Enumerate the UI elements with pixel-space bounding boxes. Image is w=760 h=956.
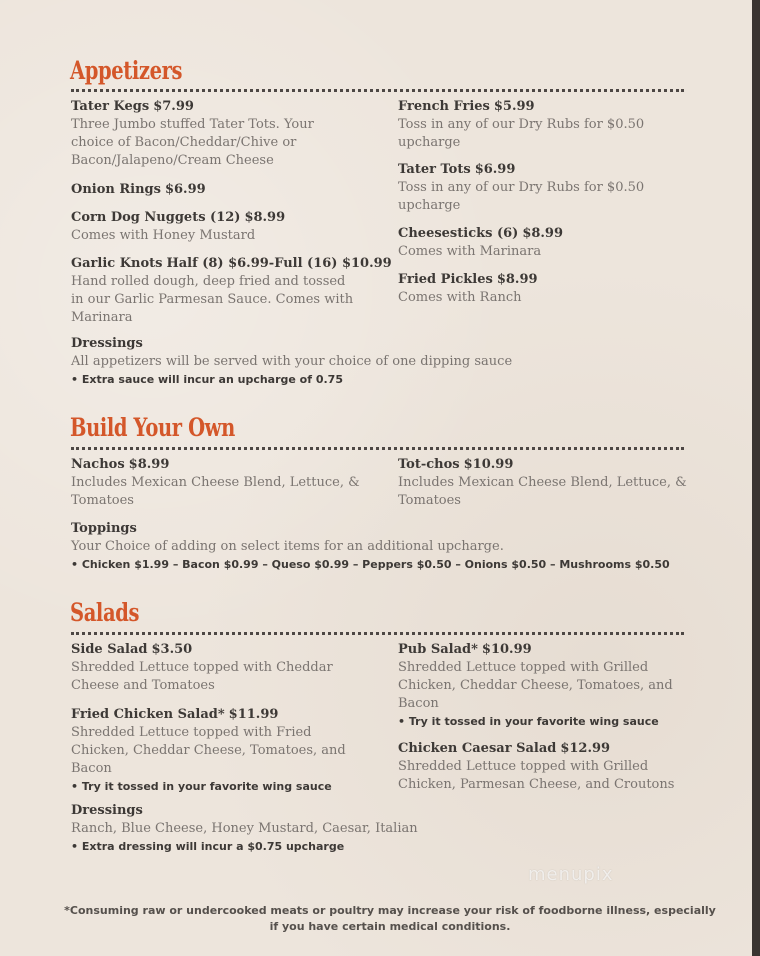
page-edge xyxy=(752,0,760,956)
item-name: Tater Tots xyxy=(398,162,471,177)
menu-item-tater-tots xyxy=(398,161,698,215)
item-name: Corn Dog Nuggets (12) xyxy=(71,210,241,225)
item-description: Three Jumbo stuffed Tater Tots. Your choice of Bacon/Cheddar/Chive or Bacon/Jalapeno/Cream Cheese xyxy=(71,117,314,168)
item-description: Shredded Lettuce topped with Grilled Chicken, Parmesan Cheese, and Croutons xyxy=(398,759,675,792)
section-title-salads: Salads xyxy=(70,598,140,627)
item-name: Pub Salad* xyxy=(398,642,478,657)
menu-item-tot-chos xyxy=(398,456,698,510)
menu-item-onion-rings xyxy=(71,181,371,199)
item-name: Garlic Knots xyxy=(71,256,163,271)
item-description: Includes Mexican Cheese Blend, Lettuce, & Tomatoes xyxy=(398,475,687,508)
item-description: Hand rolled dough, deep fried and tossed in our Garlic Parmesan Sauce. Comes with Marinara xyxy=(71,274,354,325)
item-price: $6.99 xyxy=(164,182,206,197)
item-price: $8.99 xyxy=(244,210,286,225)
item-description: Shredded Lettuce topped with Fried Chicken, Cheddar Cheese, Tomatoes, and Bacon xyxy=(71,725,346,776)
appetizers-right-column xyxy=(398,98,698,307)
disclaimer-text: *Consuming raw or undercooked meats or poultry may increase your risk of foodborne illness, especially if you have certain medical conditions. xyxy=(64,904,716,933)
item-name: Tot-chos xyxy=(398,457,460,472)
item-price: $10.99 xyxy=(463,457,514,472)
appetizer-dressings xyxy=(71,335,711,388)
item-name: Chicken Caesar Salad xyxy=(398,741,557,756)
toppings-title: Toppings xyxy=(71,521,137,536)
menu-item-pub-salad xyxy=(398,641,698,730)
item-price: $8.99 xyxy=(128,457,170,472)
toppings-description: Your Choice of adding on select items for an additional upcharge. xyxy=(71,539,504,554)
menu-item-garlic-knots xyxy=(71,255,392,327)
item-name: Side Salad xyxy=(71,642,148,657)
toppings xyxy=(71,520,711,573)
menu-item-french-fries xyxy=(398,98,698,152)
section-divider xyxy=(71,89,684,92)
dressings-title: Dressings xyxy=(71,336,143,351)
menu-item-tater-kegs xyxy=(71,98,371,170)
item-description: Comes with Marinara xyxy=(398,244,542,259)
salads-left-column xyxy=(71,641,371,795)
build-left-column xyxy=(71,456,371,510)
appetizers-left-column xyxy=(71,98,392,327)
item-name: Tater Kegs xyxy=(71,99,150,114)
item-name: Fried Pickles xyxy=(398,272,493,287)
disclaimer xyxy=(60,903,720,935)
item-price: $6.99 xyxy=(474,162,516,177)
item-price: $12.99 xyxy=(560,741,611,756)
item-name: Cheesesticks (6) xyxy=(398,226,519,241)
item-price: $7.99 xyxy=(153,99,194,114)
watermark: menupix xyxy=(528,864,614,885)
item-description: Toss in any of our Dry Rubs for $0.50 upcharge xyxy=(398,180,645,213)
dressings-note: • Extra sauce will incur an upcharge of 0.75 xyxy=(71,373,343,386)
item-description: Comes with Honey Mustard xyxy=(71,228,256,243)
menu-item-corn-dog-nuggets xyxy=(71,209,371,245)
item-price: $10.99 xyxy=(481,642,532,657)
menu-item-fried-pickles xyxy=(398,271,698,307)
item-price: Half (8) $6.99-Full (16) $10.99 xyxy=(166,256,392,271)
dressings-note: • Extra dressing will incur a $0.75 upcharge xyxy=(71,840,345,853)
item-name: Onion Rings xyxy=(71,182,161,197)
dressings-description: Ranch, Blue Cheese, Honey Mustard, Caesar, Italian xyxy=(71,821,418,836)
menu-item-fried-chicken-salad xyxy=(71,706,371,795)
item-name: Nachos xyxy=(71,457,125,472)
section-divider xyxy=(71,632,684,635)
item-description: Shredded Lettuce topped with Cheddar Cheese and Tomatoes xyxy=(71,660,333,693)
dressings-description: All appetizers will be served with your choice of one dipping sauce xyxy=(71,354,513,369)
menu-item-nachos xyxy=(71,456,371,510)
item-price: $3.50 xyxy=(151,642,193,657)
salad-dressings xyxy=(71,802,711,855)
item-description: Includes Mexican Cheese Blend, Lettuce, & Tomatoes xyxy=(71,475,360,508)
item-name: French Fries xyxy=(398,99,490,114)
item-price: $8.99 xyxy=(496,272,538,287)
section-title-build-your-own: Build Your Own xyxy=(70,413,235,442)
section-divider xyxy=(71,447,684,450)
item-price: $8.99 xyxy=(522,226,564,241)
item-note: • Try it tossed in your favorite wing sauce xyxy=(398,715,659,728)
item-description: Toss in any of our Dry Rubs for $0.50 upcharge xyxy=(398,117,645,150)
menu-item-chicken-caesar-salad xyxy=(398,740,698,794)
build-right-column xyxy=(398,456,698,510)
dressings-title: Dressings xyxy=(71,803,143,818)
item-price: $5.99 xyxy=(493,99,535,114)
item-price: $11.99 xyxy=(228,707,279,722)
toppings-note: • Chicken $1.99 – Bacon $0.99 – Queso $0.99 – Peppers $0.50 – Onions $0.50 – Mushrooms $0.50 xyxy=(71,558,670,571)
section-title-appetizers: Appetizers xyxy=(70,56,183,85)
salads-right-column xyxy=(398,641,698,794)
menu-item-cheesesticks xyxy=(398,225,698,261)
item-note: • Try it tossed in your favorite wing sauce xyxy=(71,780,332,793)
item-description: Shredded Lettuce topped with Grilled Chicken, Cheddar Cheese, Tomatoes, and Bacon xyxy=(398,660,673,711)
item-description: Comes with Ranch xyxy=(398,290,522,305)
menu-item-side-salad xyxy=(71,641,371,695)
item-name: Fried Chicken Salad* xyxy=(71,707,225,722)
